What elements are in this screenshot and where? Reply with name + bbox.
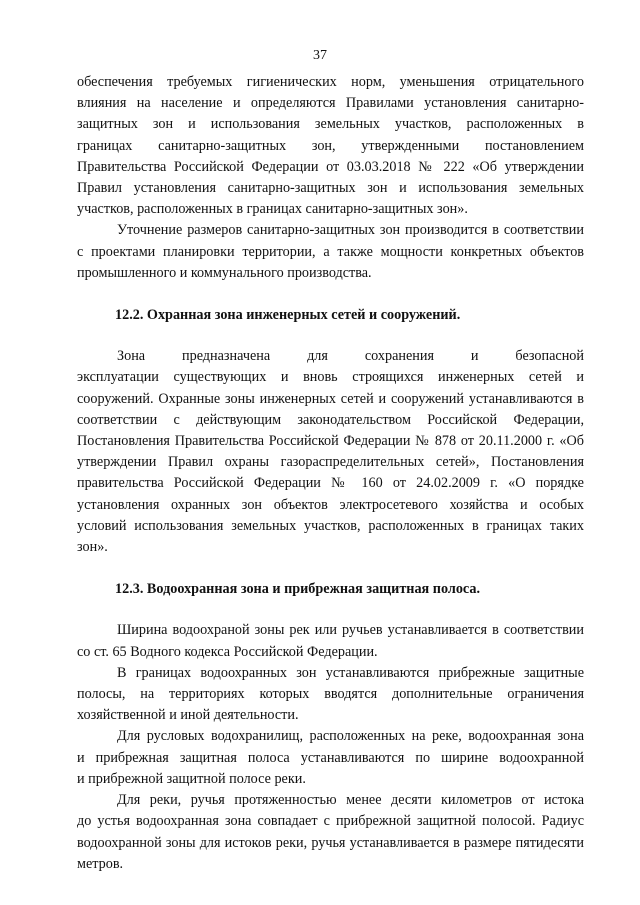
text-line: водоохранной зоны для истоков реки, ручья устанавливается в размере пятидесяти (77, 834, 584, 851)
text-line: обеспечения требуемых гигиенических норм, уменьшения отрицательного (77, 74, 584, 90)
text-line: В границах водоохранных зон устанавливаются прибрежные защитные (117, 664, 584, 681)
text-line: полосы, на территориях которых вводятся дополнительные ограничения (77, 686, 584, 703)
text-line: зон». (77, 539, 108, 556)
text-line: эксплуатации существующих и вновь строящихся инженерных сетей и (77, 369, 584, 386)
text-line: сооружений. Охранные зоны инженерных сетей и сооружений устанавливаются в (77, 390, 584, 407)
text-line: установления охранных зон объектов электросетевого хозяйства и особых (77, 496, 584, 513)
text-line: промышленного и коммунального производства. (77, 264, 372, 281)
text-line: Ширина водоохраной зоны рек или ручьев устанавливается в соответствии (117, 622, 584, 639)
text-line: условий использования земельных участков, расположенных в границах таких (77, 517, 584, 534)
text-line: Правительства Российской Федерации от 03.03.2018 № 222 «Об утверждении (77, 158, 584, 175)
text-line: утверждении Правил охраны газораспределительных сетей», Постановления (77, 454, 584, 471)
paragraph-zone-size-clarification (77, 220, 584, 284)
text-line: до устья водоохранная зона совпадает с прибрежной защитной полосой. Радиус (77, 813, 584, 830)
text-line: со ст. 65 Водного кодекса Российской Федерации. (77, 643, 378, 660)
text-line: и прибрежной защитной полосе реки. (77, 770, 306, 787)
text-line: правительства Российской Федерации № 160 от 24.02.2009 г. «О порядке (77, 475, 584, 492)
text-line: Постановления Правительства Российской Федерации № 878 от 20.11.2000 г. «Об (77, 433, 584, 450)
text-line: с проектами планировки территории, а также мощности конкретных объектов (77, 243, 584, 260)
text-line: влияния на население и определяются Правилами установления санитарно- (77, 95, 584, 112)
paragraph-engineering-networks-zone (77, 346, 584, 558)
text-line: метров. (77, 855, 124, 872)
text-line: Зона предназначена для сохранения и безопасной (117, 348, 584, 365)
paragraph-reservoirs (77, 726, 584, 790)
document-body (77, 72, 584, 875)
page-number: 37 (313, 48, 327, 63)
section-heading-12-2: 12.2. Охранная зона инженерных сетей и сооружений. (115, 307, 461, 324)
text-line: соответствии с действующим законодательством Российской Федерации, (77, 411, 584, 428)
paragraph-water-zone-width (77, 620, 584, 662)
text-line: Для реки, ручья протяженностью менее десяти километров от истока (117, 792, 584, 809)
paragraph-short-rivers (77, 790, 584, 875)
section-heading-12-3: 12.3. Водоохранная зона и прибрежная защитная полоса. (115, 581, 481, 598)
text-line: Уточнение размеров санитарно-защитных зон производится в соответствии (117, 222, 584, 239)
text-line: Правил установления санитарно-защитных зон и использования земельных (77, 180, 584, 197)
text-line: защитных зон и использования земельных участков, расположенных в (77, 116, 584, 133)
text-line: и прибрежная защитная полоса устанавливаются по ширине водоохранной (77, 749, 584, 766)
paragraph-coastal-strips (77, 663, 584, 727)
text-line: хозяйственной и иной деятельности. (77, 707, 299, 724)
text-line: участков, расположенных в границах санитарно-защитных зон». (77, 201, 468, 218)
paragraph-sanitary-zones-rules (77, 72, 584, 220)
text-line: Для русловых водохранилищ, расположенных на реке, водоохранная зона (117, 728, 584, 745)
text-line: границах санитарно-защитных зон, утвержденными постановлением (77, 137, 584, 154)
